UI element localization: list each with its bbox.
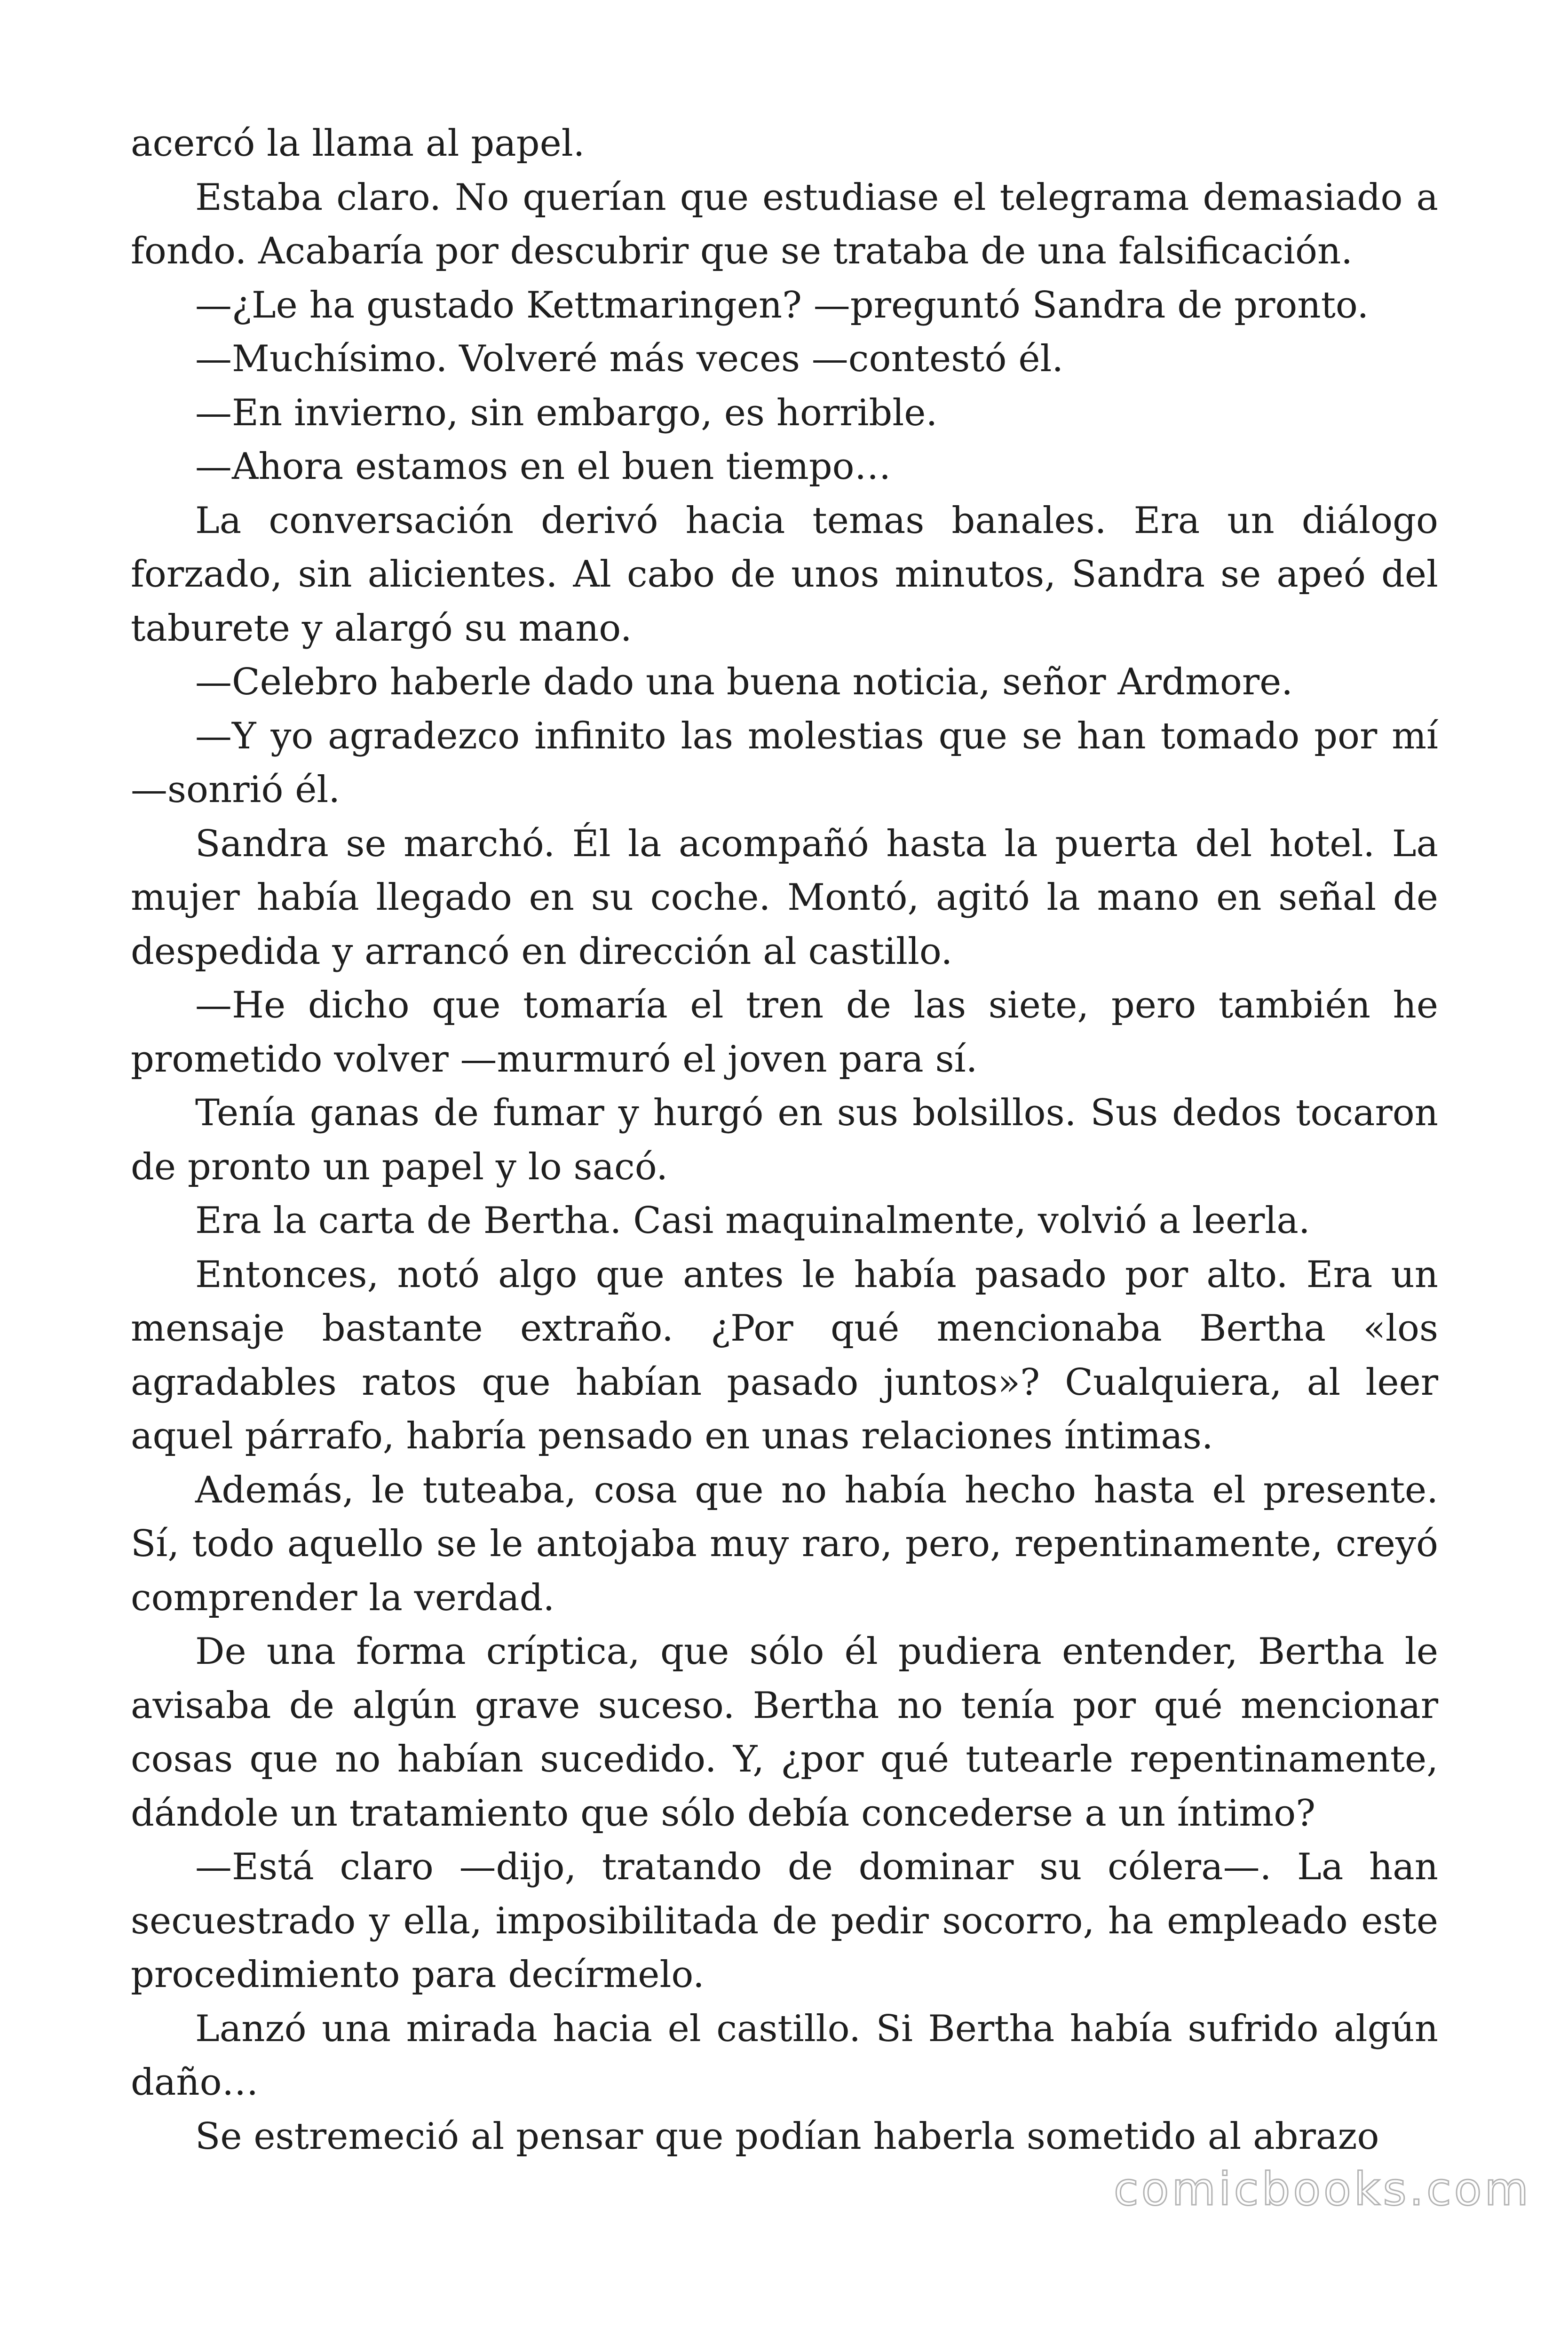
paragraph: —En invierno, sin embargo, es horrible. [195,391,938,434]
paragraph: Sandra se marchó. Él la acompañó hasta la puerta del hotel. La mujer había llegado en su coche. Montó, agitó la mano en señal de despedida y arrancó en dirección al castillo. [131,822,1438,973]
paragraph: Entonces, notó algo que antes le había pasado por alto. Era un mensaje bastante extraño. ¿Por qué mencionaba Bertha «los agradables ratos que habían pasado juntos»? Cualquiera, al leer aquel párrafo, habría pensado en unas relaciones íntimas. [131,1253,1438,1457]
paragraph: —¿Le ha gustado Kettmaringen? —preguntó Sandra de pronto. [195,284,1369,326]
body-text [131,117,1438,2163]
paragraph: —Celebro haberle dado una buena noticia, señor Ardmore. [195,661,1293,703]
paragraph: La conversación derivó hacia temas banales. Era un diálogo forzado, sin alicientes. Al cabo de unos minutos, Sandra se apeó del taburete y alargó su mano. [131,499,1438,650]
paragraph: —Y yo agradezco infinito las molestias que se han tomado por mí —sonrió él. [131,715,1438,811]
paragraph: Estaba claro. No querían que estudiase el telegrama demasiado a fondo. Acabaría por descubrir que se trataba de una falsificación. [131,176,1438,272]
paragraph: Era la carta de Bertha. Casi maquinalmente, volvió a leerla. [195,1200,1310,1242]
paragraph: —Está claro —dijo, tratando de dominar su cólera—. La han secuestrado y ella, imposibilitada de pedir socorro, ha empleado este procedimiento para decírmelo. [131,1846,1438,1996]
paragraph: —Ahora estamos en el buen tiempo… [195,445,891,488]
paragraph: Tenía ganas de fumar y hurgó en sus bolsillos. Sus dedos tocaron de pronto un papel y lo sacó. [131,1092,1438,1188]
paragraph: De una forma críptica, que sólo él pudiera entender, Bertha le avisaba de algún grave suceso. Bertha no tenía por qué mencionar cosas que no habían sucedido. Y, ¿por qué tutearle repentinamente, dándole un tratamiento que sólo debía concederse a un íntimo? [131,1630,1438,1835]
paragraph: Se estremeció al pensar que podían haberla sometido al abrazo [195,2115,1379,2158]
paragraph: —Muchísimo. Volveré más veces —contestó él. [195,338,1064,380]
watermark: comicbooks.com [1113,2163,1531,2216]
paragraph: Además, le tuteaba, cosa que no había hecho hasta el presente. Sí, todo aquello se le antojaba muy raro, pero, repentinamente, creyó comprender la verdad. [131,1469,1438,1619]
paragraph: Lanzó una mirada hacia el castillo. Si Bertha había sufrido algún daño… [131,2007,1438,2104]
paragraph: —He dicho que tomaría el tren de las siete, pero también he prometido volver —murmuró el joven para sí. [131,984,1438,1081]
paragraph: acercó la llama al papel. [131,122,585,165]
